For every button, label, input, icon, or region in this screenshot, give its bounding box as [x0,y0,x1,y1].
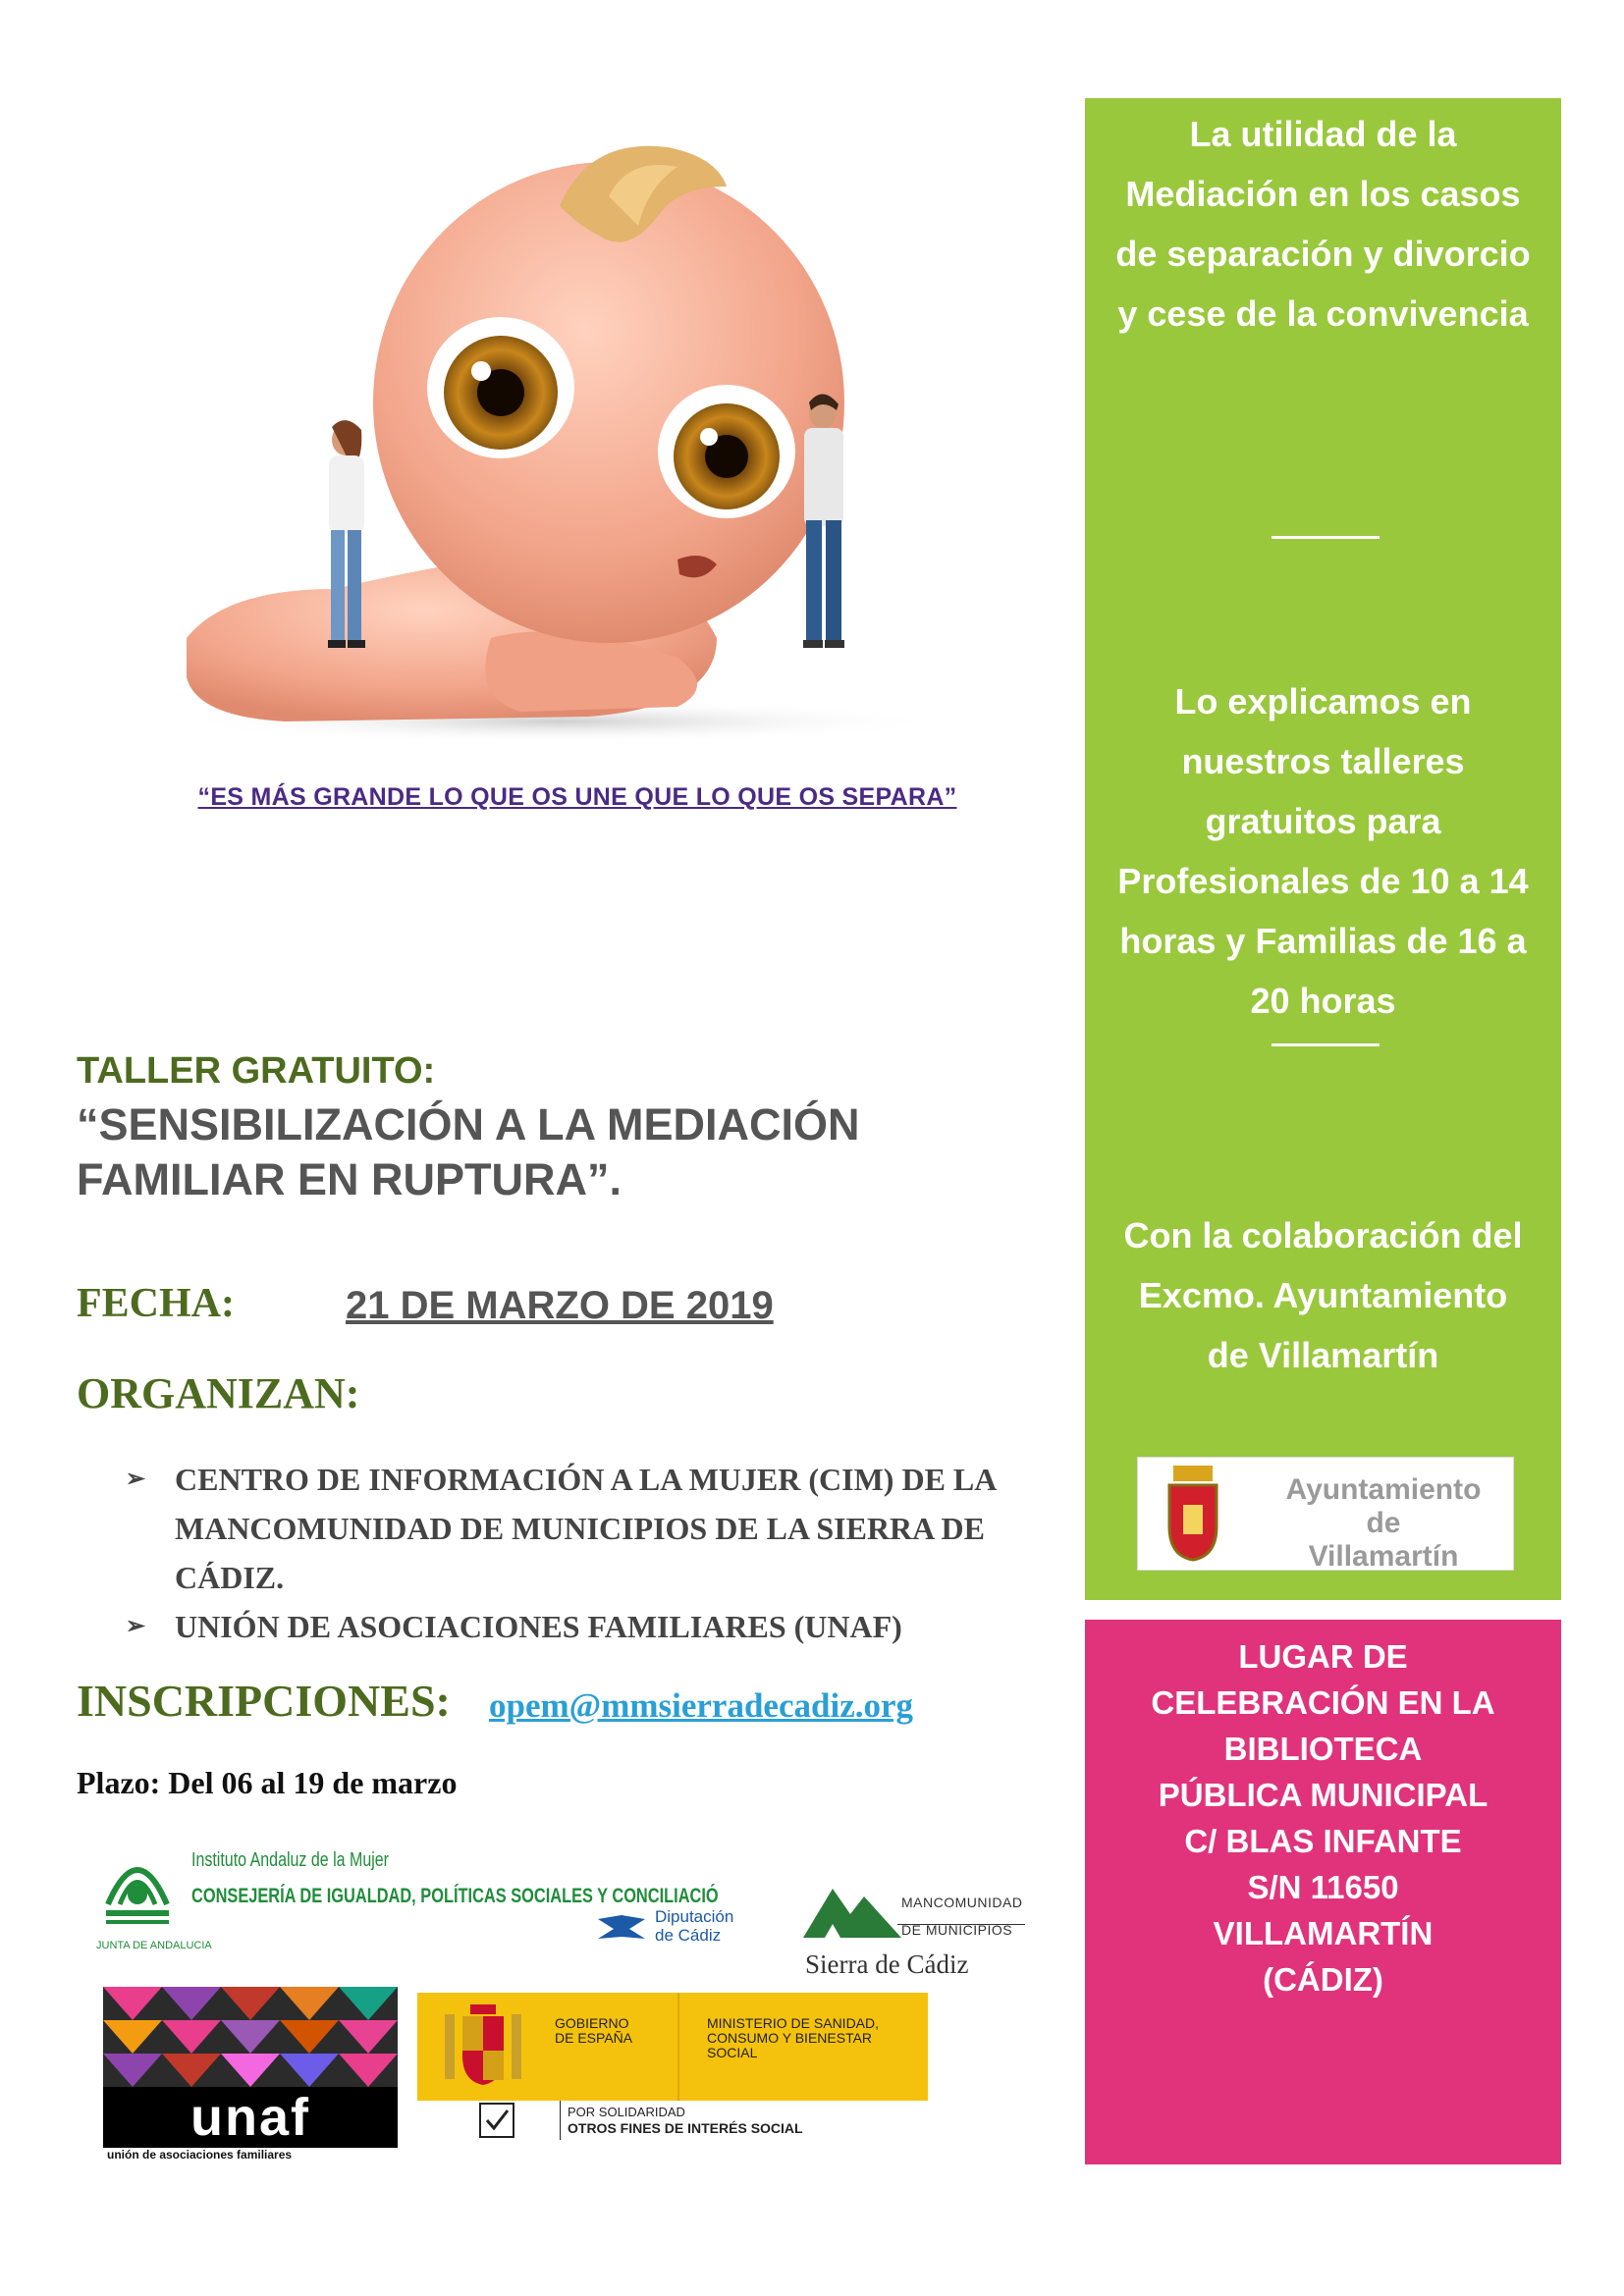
separator-line [1272,1043,1380,1046]
separator-line [1272,536,1380,539]
unaf-tagline: unión de asociaciones familiares [107,2148,293,2162]
registration-label: INSCRIPCIONES: [77,1676,451,1726]
mancomunidad-sierra-cadiz-logo [795,1875,1031,1983]
organizers-list [126,1455,1078,1651]
venue-line: C/ BLAS INFANTE [1184,1823,1462,1859]
ayuntamiento-logo-line1: Ayuntamiento de [1285,1473,1482,1539]
mountains-icon [803,1875,901,1940]
divider [560,2101,561,2140]
venue-line: VILLAMARTÍN [1213,1915,1434,1951]
venue-line: PÚBLICA MUNICIPAL [1158,1777,1489,1813]
organizer-item [126,1455,1078,1602]
date-label: FECHA: [77,1281,235,1326]
arrow-bullet-icon: ➢ [126,1614,146,1639]
coat-of-arms-icon [1164,1466,1222,1562]
diputacion-line1: Diputación [655,1907,734,1926]
venue-line: BIBLIOTECA [1223,1731,1423,1767]
junta-andalucia-icon [98,1845,177,1936]
registration-email-link[interactable]: opem@mmsierradecadiz.org [489,1686,914,1725]
divider [677,1993,679,2101]
workshop-title [77,1097,1058,1207]
mancomunidad-line2: DE MUNICIPIOS [901,1922,1013,1938]
unaf-pattern-icon [103,1987,398,2087]
deadline-text: Plazo: Del 06 al 19 de marzo [77,1765,458,1800]
mancomunidad-line3: Sierra de Cádiz [805,1949,969,1979]
ayuntamiento-logo-line2: Villamartín [1308,1540,1459,1573]
organizers-label: ORGANIZAN: [77,1369,360,1417]
workshop-schedule-text: Lo explicamos en nuestros talleres gratuitos para Profesionales de 10 a 14 horas y Familias de 16 a 20 horas [1117,681,1529,1021]
diputacion-icon [594,1913,649,1943]
mediation-utility-text: La utilidad de la Mediación en los casos de separación y divorcio y cese de la convivencia [1115,114,1531,334]
ayuntamiento-villamartin-logo [1137,1457,1514,1571]
workshop-label: TALLER GRATUITO: [77,1050,436,1092]
venue-text [1105,1633,1542,2002]
info-panel-green [1085,98,1561,1600]
checkbox-icon [479,2103,514,2138]
venue-line: S/N 11650 [1247,1869,1399,1905]
consejeria-name: CONSEJERÍA DE IGUALDAD, POLÍTICAS SOCIALES Y CONCILIACIÓ [191,1885,719,1907]
arrow-bullet-icon: ➢ [126,1467,146,1492]
baby-illustration [167,128,972,756]
mancomunidad-line1: MANCOMUNIDAD [901,1895,1023,1910]
ministerio-text: MINISTERIO DE SANIDAD, CONSUMO Y BIENESTAR SOCIAL [707,2015,880,2060]
junta-label: JUNTA DE ANDALUCIA [96,1940,212,1951]
gobierno-espana-logo [417,1993,928,2101]
date-value: 21 DE MARZO DE 2019 [346,1284,774,1327]
solidaridad-line1: POR SOLIDARIDAD [568,2105,685,2119]
gobierno-text: GOBIERNO DE ESPAÑA [555,2015,633,2046]
venue-panel-pink [1085,1620,1561,2164]
diputacion-text [655,1907,733,1945]
baby-and-couple-image [167,128,972,756]
venue-line: LUGAR DE [1238,1638,1408,1675]
unaf-wordmark: unaf [103,2087,398,2148]
unaf-logo [103,1987,398,2160]
workshop-title-line1: “SENSIBILIZACIÓN A LA MEDIACIÓN [77,1099,860,1149]
diputacion-cadiz-logo [594,1907,751,1947]
ayuntamiento-logo-text [1266,1473,1501,1574]
organizer-text: UNIÓN DE ASOCIACIONES FAMILIARES (UNAF) [175,1609,902,1644]
slogan: “ES MÁS GRANDE LO QUE OS UNE QUE LO QUE OS SEPARA” [197,783,957,811]
collaboration-text: Con la colaboración del Excmo. Ayuntamiento de Villamartín [1123,1215,1523,1375]
solidaridad-line2: OTROS FINES DE INTERÉS SOCIAL [568,2120,803,2136]
workshop-title-line2: FAMILIAR EN RUPTURA”. [77,1154,622,1204]
diputacion-line2: de Cádiz [655,1926,722,1945]
venue-line: CELEBRACIÓN EN LA [1151,1684,1495,1721]
iam-name: Instituto Andaluz de la Mujer [191,1849,390,1871]
venue-line: (CÁDIZ) [1263,1961,1383,1998]
spain-coat-of-arms-icon [439,2004,527,2089]
organizer-text: CENTRO DE INFORMACIÓN A LA MUJER (CIM) DE LA MANCOMUNIDAD DE MUNICIPIOS DE LA SIERRA DE CÁDIZ. [175,1462,996,1595]
organizer-item [126,1602,1078,1651]
